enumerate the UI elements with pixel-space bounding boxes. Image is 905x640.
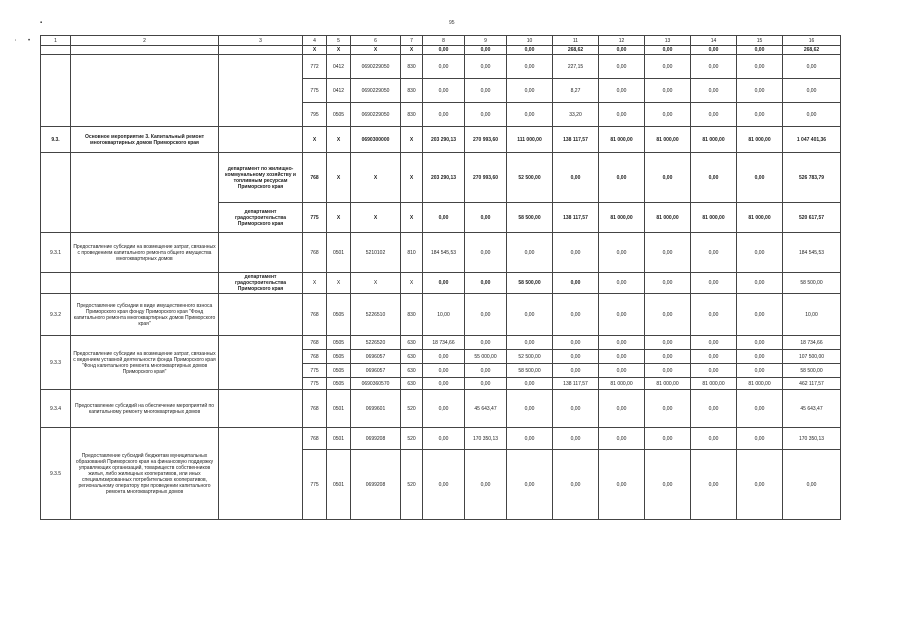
col-num-4: 4: [303, 36, 327, 46]
table-cell-col-2: Предоставление субсидии на возмещение затрат, связанных с проведением капитального ремонта общего имущества многоквартирных домов: [71, 233, 219, 273]
table-cell-col-15: 81 000,00: [737, 127, 783, 153]
table-cell-col-14: 0,00: [691, 233, 737, 273]
table-cell-col-4: 775: [303, 378, 327, 390]
table-cell-col-4: 768: [303, 390, 327, 428]
table-cell-col-10: 0,00: [507, 378, 553, 390]
col-num-3: 3: [219, 36, 303, 46]
table-cell-col-1: 9.3.: [41, 127, 71, 153]
table-cell-col-12: 0,00: [599, 336, 645, 350]
table-cell-col-8: 0,00: [423, 273, 465, 294]
table-cell-col-16: 0,00: [783, 103, 841, 127]
table-cell-col-5: X: [327, 46, 351, 55]
table-cell-col-12: 0,00: [599, 294, 645, 336]
table-cell-col-3: [219, 294, 303, 336]
col-num-10: 10: [507, 36, 553, 46]
table-cell-col-6: 0699208: [351, 450, 401, 520]
table-cell-col-5: 0501: [327, 390, 351, 428]
table-cell-col-6: 0690229050: [351, 55, 401, 79]
table-cell-col-6: 0690300000: [351, 127, 401, 153]
table-cell-col-3: [219, 336, 303, 390]
table-cell-col-12: 0,00: [599, 390, 645, 428]
table-cell-col-6: X: [351, 203, 401, 233]
table-cell-col-4: 775: [303, 450, 327, 520]
table-cell-col-4: 768: [303, 233, 327, 273]
table-cell-col-9: 0,00: [465, 364, 507, 378]
table-cell-col-7: X: [401, 153, 423, 203]
table-cell-col-9: 270 993,60: [465, 127, 507, 153]
table-cell-col-16: 45 643,47: [783, 390, 841, 428]
table-cell-col-16: 10,00: [783, 294, 841, 336]
table-cell-col-13: 0,00: [645, 273, 691, 294]
table-cell-col-6: 0696057: [351, 350, 401, 364]
table-cell-col-10: 0,00: [507, 336, 553, 350]
table-cell-col-16: 0,00: [783, 55, 841, 79]
table-cell-col-11: 0,00: [553, 153, 599, 203]
table-cell-col-6: X: [351, 46, 401, 55]
table-cell-col-5: X: [327, 273, 351, 294]
table-cell-col-8: 0,00: [423, 450, 465, 520]
table-cell-col-11: 0,00: [553, 364, 599, 378]
table-cell-col-13: 0,00: [645, 55, 691, 79]
table-row: [41, 428, 841, 450]
table-cell-col-11: 268,62: [553, 46, 599, 55]
table-cell-col-7: 520: [401, 450, 423, 520]
table-cell-col-7: X: [401, 127, 423, 153]
table-cell-col-10: 0,00: [507, 46, 553, 55]
table-cell-col-10: 0,00: [507, 428, 553, 450]
table-cell-col-12: 0,00: [599, 450, 645, 520]
table-cell-col-7: 520: [401, 390, 423, 428]
table-cell-col-6: X: [351, 273, 401, 294]
table-cell-col-11: 33,20: [553, 103, 599, 127]
col-num-9: 9: [465, 36, 507, 46]
table-cell-col-9: 45 643,47: [465, 390, 507, 428]
col-num-2: 2: [71, 36, 219, 46]
table-cell-col-3: [219, 233, 303, 273]
table-row: [41, 127, 841, 153]
table-cell-col-9: 0,00: [465, 203, 507, 233]
table-cell-col-2: [71, 55, 219, 127]
table-cell-col-13: 81 000,00: [645, 378, 691, 390]
table-cell-col-11: 0,00: [553, 390, 599, 428]
table-cell-col-13: 0,00: [645, 46, 691, 55]
table-cell-col-13: 0,00: [645, 450, 691, 520]
table-cell-col-14: 81 000,00: [691, 378, 737, 390]
table-cell-col-5: 0501: [327, 233, 351, 273]
table-cell-col-10: 0,00: [507, 450, 553, 520]
table-cell-col-3: департамент градостроительства Приморского края: [219, 203, 303, 233]
table-cell-col-15: 0,00: [737, 103, 783, 127]
table-cell-col-15: 0,00: [737, 450, 783, 520]
table-cell-col-2: Предоставление субсидии на возмещение затрат, связанных с ведением уставной деятельности фонда Приморского края "Фонд капитального ремонта многоквартирных домов Приморского края": [71, 336, 219, 390]
table-cell-col-16: 0,00: [783, 79, 841, 103]
table-cell-col-14: 0,00: [691, 450, 737, 520]
table-cell-col-13: 0,00: [645, 428, 691, 450]
table-cell-col-9: 270 993,60: [465, 153, 507, 203]
table-cell-col-14: 0,00: [691, 153, 737, 203]
table-cell-col-4: 775: [303, 203, 327, 233]
table-cell-col-9: 0,00: [465, 79, 507, 103]
table-cell-col-7: 630: [401, 350, 423, 364]
table-row: [41, 336, 841, 350]
table-row: [41, 294, 841, 336]
budget-table: [40, 35, 841, 520]
col-num-13: 13: [645, 36, 691, 46]
table-cell-col-9: 0,00: [465, 103, 507, 127]
table-cell-col-4: 768: [303, 153, 327, 203]
table-cell-col-15: 0,00: [737, 428, 783, 450]
table-cell-col-15: 0,00: [737, 364, 783, 378]
table-cell-col-7: 830: [401, 55, 423, 79]
table-cell-col-14: 0,00: [691, 55, 737, 79]
table-cell-col-7: X: [401, 203, 423, 233]
table-cell-col-10: 0,00: [507, 103, 553, 127]
table-cell-col-3: департамент по жилищно-коммунальному хозяйству и топливным ресурсам Приморского края: [219, 153, 303, 203]
table-cell-col-5: 0505: [327, 364, 351, 378]
table-cell-col-14: 0,00: [691, 294, 737, 336]
table-cell-col-15: 0,00: [737, 55, 783, 79]
table-cell-col-7: 630: [401, 336, 423, 350]
table-cell-col-5: 0412: [327, 79, 351, 103]
table-cell-col-1: 9.3.5: [41, 428, 71, 520]
table-cell-col-10: 0,00: [507, 79, 553, 103]
table-cell-col-10: 0,00: [507, 233, 553, 273]
table-cell-col-5: X: [327, 127, 351, 153]
table-cell-col-13: 81 000,00: [645, 127, 691, 153]
table-cell-col-13: 0,00: [645, 336, 691, 350]
table-cell-col-1: 9.3.1: [41, 233, 71, 273]
table-cell-col-5: 0505: [327, 103, 351, 127]
table-cell-col-12: 0,00: [599, 55, 645, 79]
table-cell-col-8: 0,00: [423, 103, 465, 127]
table-cell-col-9: 170 350,13: [465, 428, 507, 450]
table-cell-col-11: 138 117,57: [553, 378, 599, 390]
table-cell-col-1: 9.3.2: [41, 294, 71, 336]
table-cell-col-9: 0,00: [465, 233, 507, 273]
table-cell-col-4: 768: [303, 350, 327, 364]
table-cell-col-8: 0,00: [423, 55, 465, 79]
table-cell-col-15: 81 000,00: [737, 378, 783, 390]
table-cell-col-8: 0,00: [423, 364, 465, 378]
table-cell-col-2: [71, 46, 219, 55]
table-cell-col-5: 0505: [327, 350, 351, 364]
table-cell-col-2: Предоставление субсидий на обеспечение мероприятий по капитальному ремонту многоквартирных домов: [71, 390, 219, 428]
scan-mark-apostrophe: ʼ: [15, 40, 17, 46]
table-cell-col-12: 0,00: [599, 350, 645, 364]
table-cell-col-7: 830: [401, 79, 423, 103]
table-cell-col-15: 81 000,00: [737, 203, 783, 233]
table-cell-col-12: 0,00: [599, 46, 645, 55]
col-num-7: 7: [401, 36, 423, 46]
table-cell-col-11: 138 117,57: [553, 127, 599, 153]
table-cell-col-4: X: [303, 46, 327, 55]
table-cell-col-13: 81 000,00: [645, 203, 691, 233]
table-cell-col-9: 0,00: [465, 46, 507, 55]
table-cell-col-16: 1 047 401,36: [783, 127, 841, 153]
table-cell-col-3: [219, 390, 303, 428]
table-cell-col-5: X: [327, 203, 351, 233]
table-cell-col-8: 0,00: [423, 203, 465, 233]
table-cell-col-11: 138 117,57: [553, 203, 599, 233]
col-num-8: 8: [423, 36, 465, 46]
table-cell-col-11: 0,00: [553, 233, 599, 273]
col-num-11: 11: [553, 36, 599, 46]
table-cell-col-2: [71, 273, 219, 294]
table-cell-col-9: 0,00: [465, 450, 507, 520]
table-cell-col-10: 58 500,00: [507, 364, 553, 378]
table-cell-col-10: 111 000,00: [507, 127, 553, 153]
table-cell-col-4: 775: [303, 364, 327, 378]
table-cell-col-9: 55 000,00: [465, 350, 507, 364]
table-cell-col-3: [219, 127, 303, 153]
table-cell-col-10: 0,00: [507, 390, 553, 428]
table-cell-col-2: Основное мероприятие 3. Капитальный ремонт многоквартирных домов Приморского края: [71, 127, 219, 153]
table-cell-col-13: 0,00: [645, 364, 691, 378]
table-cell-col-14: 0,00: [691, 103, 737, 127]
table-cell-col-15: 0,00: [737, 46, 783, 55]
table-cell-col-1: 9.3.4: [41, 390, 71, 428]
table-row: [41, 153, 841, 203]
table-cell-col-4: X: [303, 127, 327, 153]
col-num-12: 12: [599, 36, 645, 46]
table-cell-col-8: 0,00: [423, 428, 465, 450]
table-cell-col-12: 0,00: [599, 103, 645, 127]
table-cell-col-5: 0505: [327, 336, 351, 350]
table-cell-col-10: 0,00: [507, 55, 553, 79]
table-cell-col-6: X: [351, 153, 401, 203]
table-cell-col-12: 81 000,00: [599, 378, 645, 390]
table-cell-col-6: 5226510: [351, 294, 401, 336]
table-cell-col-8: 18 734,66: [423, 336, 465, 350]
table-cell-col-14: 0,00: [691, 46, 737, 55]
table-cell-col-11: 0,00: [553, 294, 599, 336]
table-cell-col-16: 18 734,66: [783, 336, 841, 350]
table-cell-col-14: 81 000,00: [691, 203, 737, 233]
table-cell-col-10: 58 500,00: [507, 273, 553, 294]
table-cell-col-5: 0412: [327, 55, 351, 79]
table-cell-col-10: 52 500,00: [507, 153, 553, 203]
table-cell-col-6: 0696057: [351, 364, 401, 378]
table-cell-col-3: [219, 46, 303, 55]
table-cell-col-15: 0,00: [737, 336, 783, 350]
table-cell-col-1: [41, 46, 71, 55]
table-cell-col-15: 0,00: [737, 294, 783, 336]
scan-mark-bullet: •: [28, 38, 31, 44]
table-cell-col-9: 0,00: [465, 55, 507, 79]
table-cell-col-4: 768: [303, 294, 327, 336]
table-cell-col-6: 0699208: [351, 428, 401, 450]
table-cell-col-12: 81 000,00: [599, 203, 645, 233]
col-num-6: 6: [351, 36, 401, 46]
table-cell-col-4: 795: [303, 103, 327, 127]
table-cell-col-12: 0,00: [599, 233, 645, 273]
table-cell-col-15: 0,00: [737, 350, 783, 364]
table-cell-col-8: 0,00: [423, 378, 465, 390]
table-cell-col-14: 0,00: [691, 350, 737, 364]
table-cell-col-6: 5226520: [351, 336, 401, 350]
table-cell-col-6: 0690229050: [351, 79, 401, 103]
table-cell-col-10: 58 500,00: [507, 203, 553, 233]
col-num-16: 16: [783, 36, 841, 46]
table-cell-col-5: 0505: [327, 294, 351, 336]
table-cell-col-2: Предоставление субсидии в виде имущественного взноса Приморского края фонду Приморского края "Фонд капитального ремонта многоквартирных домов Приморского края": [71, 294, 219, 336]
table-cell-col-9: 0,00: [465, 378, 507, 390]
column-number-row: [41, 36, 841, 46]
table-cell-col-9: 0,00: [465, 294, 507, 336]
table-cell-col-16: 526 783,79: [783, 153, 841, 203]
table-cell-col-16: 462 117,57: [783, 378, 841, 390]
table-cell-col-7: 830: [401, 294, 423, 336]
table-cell-col-2: Предоставление субсидий бюджетам муниципальных образований Приморского края на финансовую поддержку управляющих организаций, товариществ собственников жилья, либо жилищных кооперативов, или иных специализированных потребительских кооперативов, региональному оператору при проведении капитального ремонта многоквартирных домов: [71, 428, 219, 520]
table-cell-col-6: 5210102: [351, 233, 401, 273]
table-cell-col-13: 0,00: [645, 233, 691, 273]
table-cell-col-13: 0,00: [645, 390, 691, 428]
table-cell-col-11: 227,15: [553, 55, 599, 79]
col-num-15: 15: [737, 36, 783, 46]
table-cell-col-5: X: [327, 153, 351, 203]
table-cell-col-5: 0505: [327, 378, 351, 390]
table-cell-col-16: 58 500,00: [783, 273, 841, 294]
table-cell-col-11: 0,00: [553, 450, 599, 520]
table-cell-col-4: 768: [303, 428, 327, 450]
table-cell-col-4: X: [303, 273, 327, 294]
table-cell-col-15: 0,00: [737, 79, 783, 103]
table-cell-col-11: 0,00: [553, 273, 599, 294]
table-cell-col-14: 81 000,00: [691, 127, 737, 153]
table-cell-col-9: 0,00: [465, 273, 507, 294]
table-cell-col-12: 0,00: [599, 153, 645, 203]
table-cell-col-3: [219, 428, 303, 520]
table-cell-col-13: 0,00: [645, 103, 691, 127]
table-cell-col-11: 0,00: [553, 428, 599, 450]
table-cell-col-8: 203 290,13: [423, 127, 465, 153]
table-cell-col-7: 520: [401, 428, 423, 450]
table-cell-col-14: 0,00: [691, 273, 737, 294]
table-cell-col-14: 0,00: [691, 336, 737, 350]
table-cell-col-1: [41, 273, 71, 294]
table-cell-col-5: 0501: [327, 450, 351, 520]
table-cell-col-7: X: [401, 273, 423, 294]
table-row: [41, 46, 841, 55]
table-cell-col-8: 203 290,13: [423, 153, 465, 203]
table-cell-col-14: 0,00: [691, 390, 737, 428]
page-number: 95: [449, 20, 455, 26]
table-cell-col-8: 0,00: [423, 46, 465, 55]
table-cell-col-13: 0,00: [645, 79, 691, 103]
table-cell-col-10: 52 500,00: [507, 350, 553, 364]
table-cell-col-8: 184 545,53: [423, 233, 465, 273]
col-num-1: 1: [41, 36, 71, 46]
table-cell-col-4: 768: [303, 336, 327, 350]
table-cell-col-16: 107 500,00: [783, 350, 841, 364]
table-cell-col-11: 0,00: [553, 336, 599, 350]
table-cell-col-7: 810: [401, 233, 423, 273]
table-cell-col-8: 10,00: [423, 294, 465, 336]
table-cell-col-7: 630: [401, 378, 423, 390]
table-cell-col-6: 0690229050: [351, 103, 401, 127]
table-cell-col-12: 0,00: [599, 273, 645, 294]
table-cell-col-1: 9.3.3: [41, 336, 71, 390]
table-cell-col-4: 772: [303, 55, 327, 79]
table-cell-col-9: 0,00: [465, 336, 507, 350]
table-cell-col-15: 0,00: [737, 273, 783, 294]
table-cell-col-16: 268,62: [783, 46, 841, 55]
table-cell-col-16: 520 617,57: [783, 203, 841, 233]
table-cell-col-5: 0501: [327, 428, 351, 450]
table-row: [41, 390, 841, 428]
table-cell-col-6: 0690360570: [351, 378, 401, 390]
table-row: [41, 55, 841, 79]
table-cell-col-4: 775: [303, 79, 327, 103]
table-cell-col-3: департамент градостроительства Приморского края: [219, 273, 303, 294]
table-cell-col-12: 0,00: [599, 428, 645, 450]
table-cell-col-11: 0,00: [553, 350, 599, 364]
col-num-5: 5: [327, 36, 351, 46]
table-cell-col-3: [219, 55, 303, 127]
table-cell-col-2: [71, 153, 219, 233]
col-num-14: 14: [691, 36, 737, 46]
table-cell-col-7: X: [401, 46, 423, 55]
table-cell-col-16: 184 545,53: [783, 233, 841, 273]
table-cell-col-14: 0,00: [691, 79, 737, 103]
table-cell-col-16: 0,00: [783, 450, 841, 520]
table-row: [41, 233, 841, 273]
table-cell-col-7: 830: [401, 103, 423, 127]
table-cell-col-14: 0,00: [691, 364, 737, 378]
table-cell-col-12: 0,00: [599, 79, 645, 103]
scan-mark-dot: ▪: [40, 20, 43, 26]
table-cell-col-12: 81 000,00: [599, 127, 645, 153]
table-cell-col-15: 0,00: [737, 233, 783, 273]
table-cell-col-16: 58 500,00: [783, 364, 841, 378]
table-cell-col-8: 0,00: [423, 390, 465, 428]
table-cell-col-13: 0,00: [645, 350, 691, 364]
table-cell-col-1: [41, 55, 71, 127]
table-cell-col-12: 0,00: [599, 364, 645, 378]
table-row: [41, 273, 841, 294]
table-cell-col-6: 0699601: [351, 390, 401, 428]
table-cell-col-13: 0,00: [645, 294, 691, 336]
table-cell-col-8: 0,00: [423, 79, 465, 103]
table-cell-col-7: 630: [401, 364, 423, 378]
table-cell-col-11: 8,27: [553, 79, 599, 103]
table-cell-col-13: 0,00: [645, 153, 691, 203]
table-cell-col-16: 170 350,13: [783, 428, 841, 450]
table-cell-col-1: [41, 153, 71, 233]
table-cell-col-14: 0,00: [691, 428, 737, 450]
table-cell-col-10: 0,00: [507, 294, 553, 336]
table-cell-col-15: 0,00: [737, 153, 783, 203]
table-cell-col-8: 0,00: [423, 350, 465, 364]
table-cell-col-15: 0,00: [737, 390, 783, 428]
